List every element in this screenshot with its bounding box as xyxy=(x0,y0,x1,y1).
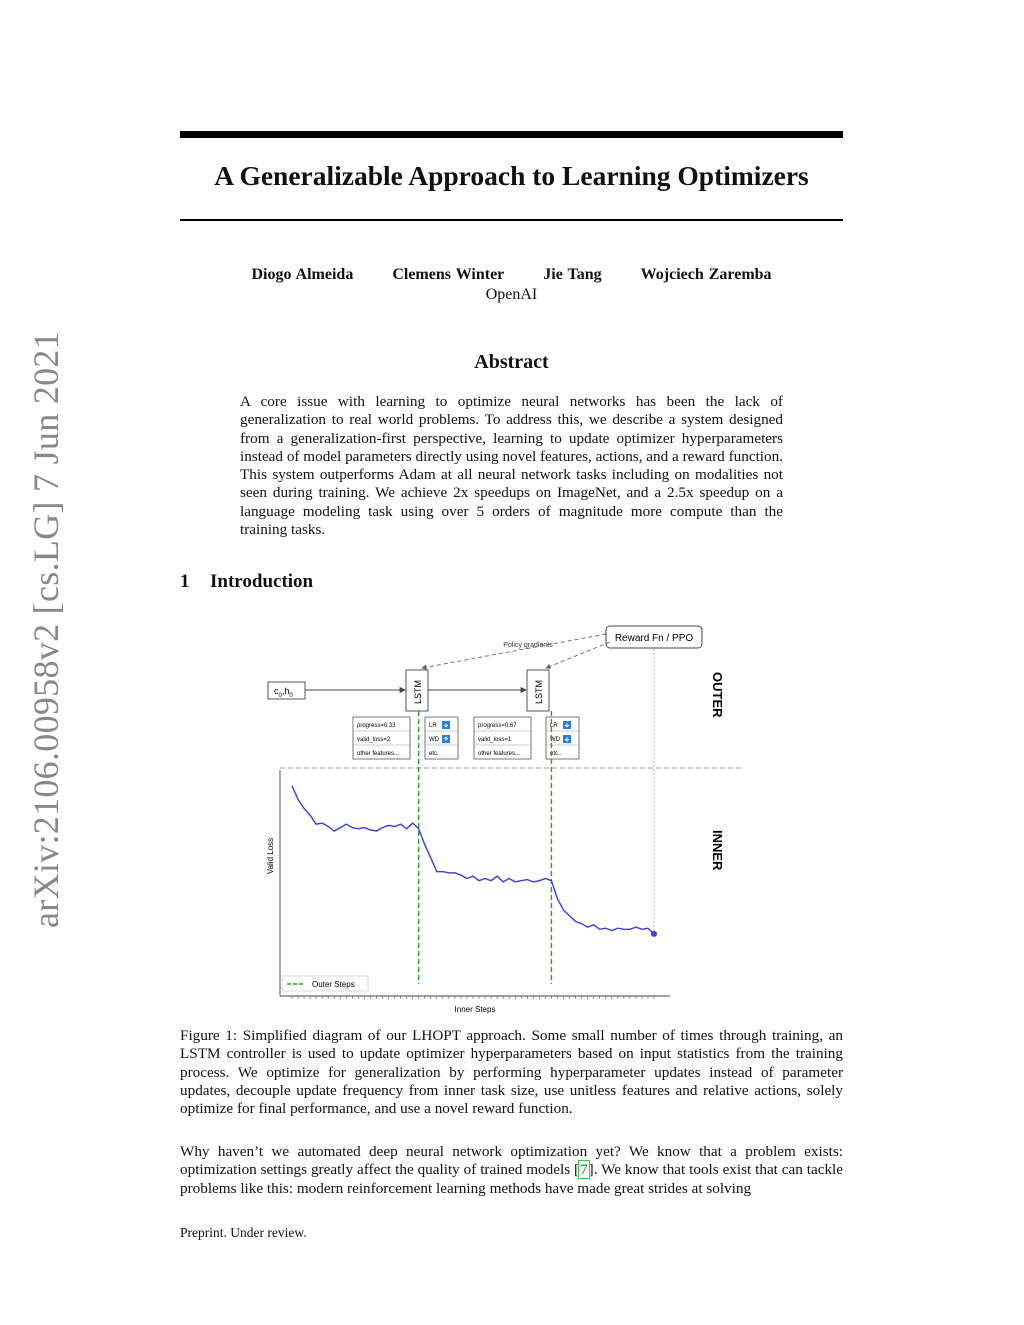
lstm-label: LSTM xyxy=(413,679,423,705)
body-paragraph xyxy=(180,1143,843,1198)
affiliation: OpenAI xyxy=(485,286,538,303)
paper-title: A Generalizable Approach to Learning Optimizers xyxy=(214,160,809,191)
policy-gradient-arrow xyxy=(422,634,606,668)
feature-other: other features... xyxy=(357,751,400,757)
outer-label: OUTER xyxy=(710,672,725,718)
action-lr: LR xyxy=(429,723,437,729)
action-etc: etc. xyxy=(429,751,439,757)
action-etc: etc.. xyxy=(550,751,562,757)
section-title: Introduction xyxy=(210,571,314,592)
title-rule-bottom xyxy=(180,219,843,221)
author-name: Clemens Winter xyxy=(392,266,505,283)
action-lr: LR xyxy=(550,723,558,729)
author-list xyxy=(180,266,843,284)
reward-box-label: Reward Fn / PPO xyxy=(614,633,694,644)
title-rule-top xyxy=(180,131,843,138)
body-text: ]. We know that tools exist that can tackle problems like this: modern reinforcement learning methods have made great strides at solving xyxy=(180,1161,844,1197)
x-axis-ticks xyxy=(292,996,654,999)
abstract-heading: Abstract xyxy=(474,351,549,373)
section-heading xyxy=(180,571,313,593)
policy-gradient-arrow xyxy=(546,642,610,668)
feature-valid-loss: valid_loss=1 xyxy=(478,737,512,743)
feature-progress: progress=0.33 xyxy=(357,723,396,729)
loss-curve xyxy=(292,786,654,934)
lhopt-figure xyxy=(260,620,760,1020)
legend-label: Outer Steps xyxy=(312,980,355,989)
inner-label: INNER xyxy=(710,830,725,871)
footer-note: Preprint. Under review. xyxy=(180,1225,307,1240)
author-name: Diogo Almeida xyxy=(251,266,354,283)
action-wd: WD xyxy=(429,737,439,743)
feature-box xyxy=(353,717,410,759)
state-label: $c_0,h_0$ xyxy=(274,686,293,699)
arxiv-identifier: arXiv:2106.00958v2 [cs.LG] 7 Jun 2021 xyxy=(26,330,66,928)
section-number: 1 xyxy=(180,571,190,592)
feature-valid-loss: valid_loss=2 xyxy=(357,737,391,743)
legend xyxy=(282,976,368,991)
figure-caption: Figure 1: Simplified diagram of our LHOPT approach. Some small number of times through training, an LSTM controller is used to update optimizer hyperparameters based on input statistics from the training process. We optimize for generalization by performing hyperparameter updates instead of parameter updates, decouple update frequency from inner task size, use unitless features and relative actions, solely optimize for final performance, and use a novel reward function. xyxy=(180,1027,843,1118)
feature-box xyxy=(474,717,531,759)
citation-link[interactable]: 7 xyxy=(580,1161,588,1179)
action-wd: WD xyxy=(550,737,560,743)
feature-other: other features... xyxy=(478,751,521,757)
author-name: Jie Tang xyxy=(543,266,602,283)
feature-progress: progress=0.67 xyxy=(478,723,517,729)
x-axis-label: Inner Steps xyxy=(454,1005,496,1014)
author-name: Wojciech Zaremba xyxy=(640,266,772,283)
action-box xyxy=(425,717,458,759)
lstm-label: LSTM xyxy=(534,679,544,705)
body-text: Why haven’t we automated deep neural network optimization yet? We know that a problem exists: optimization settings greatly affect the quality of trained models [ xyxy=(180,1143,843,1179)
y-axis-label: Valid Loss xyxy=(266,837,275,875)
final-loss-point xyxy=(651,931,657,937)
abstract-text: A core issue with learning to optimize neural networks has been the lack of generalization to real world problems. To address this, we describe a system designed from a generalization-first perspective, learning to update optimizer hyperparameters instead of model parameters directly using novel features, actions, and a reward function. This system outperforms Adam at all neural network tasks including on modalities not seen during training. We achieve 2x speedups on ImageNet, and a 2.5x speedup on a language modeling task using over 5 orders of magnitude more compute than the training tasks. xyxy=(240,393,783,539)
policy-gradients-label: Policy gradients xyxy=(503,642,553,649)
